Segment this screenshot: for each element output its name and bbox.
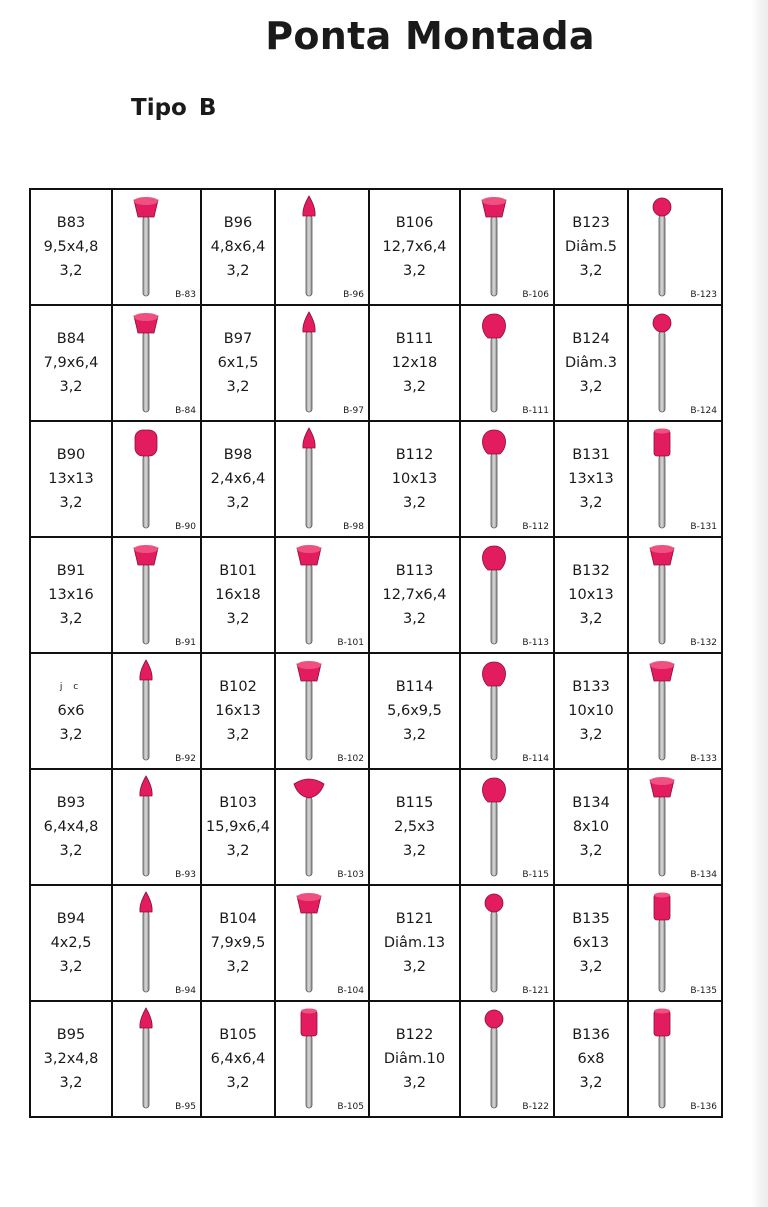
catalog-row xyxy=(30,769,722,885)
spec-cell xyxy=(369,885,460,1001)
mounted-point-tool-icon xyxy=(113,190,200,304)
product-dimensions: 9,5x4,8 xyxy=(43,239,99,255)
mounted-point-tool-icon xyxy=(113,422,200,536)
image-reference-label: B-92 xyxy=(175,754,196,764)
product-dimensions: Diâm.3 xyxy=(564,355,618,371)
product-code: B124 xyxy=(572,331,610,347)
shank-diameter: 3,2 xyxy=(579,727,603,743)
product-code: B90 xyxy=(56,447,86,463)
product-dimensions: Diâm.13 xyxy=(383,935,446,951)
image-reference-label: B-111 xyxy=(522,406,549,416)
mounted-point-tool-icon xyxy=(461,190,553,304)
product-code: B104 xyxy=(219,911,257,927)
spec-cell xyxy=(554,305,628,421)
catalog-row xyxy=(30,305,722,421)
section-subtitle: Tipo B xyxy=(131,95,217,121)
spec-cell xyxy=(554,1001,628,1117)
product-dimensions: 13x13 xyxy=(568,471,614,487)
mounted-point-tool-icon xyxy=(629,422,721,536)
shank-diameter: 3,2 xyxy=(226,379,250,395)
shank-diameter: 3,2 xyxy=(59,959,83,975)
shank-diameter: 3,2 xyxy=(402,959,427,975)
spec-cell xyxy=(369,1001,460,1117)
shank-diameter: 3,2 xyxy=(59,727,83,743)
shank-diameter: 3,2 xyxy=(402,263,427,279)
spec-cell xyxy=(369,769,460,885)
mounted-point-tool-icon xyxy=(461,538,553,652)
product-image-cell xyxy=(460,769,554,885)
spec-cell xyxy=(201,421,275,537)
mounted-point-tool-icon xyxy=(113,1002,200,1116)
product-code: B123 xyxy=(572,215,610,231)
image-reference-label: B-136 xyxy=(690,1102,717,1112)
spec-cell xyxy=(30,189,112,305)
product-image-cell xyxy=(628,305,722,421)
mounted-point-tool-icon xyxy=(113,770,200,884)
mounted-point-tool-icon xyxy=(629,190,721,304)
image-reference-label: B-131 xyxy=(690,522,717,532)
product-dimensions: 10x13 xyxy=(391,471,438,487)
image-reference-label: B-122 xyxy=(522,1102,549,1112)
shank-diameter: 3,2 xyxy=(226,843,250,859)
shank-diameter: 3,2 xyxy=(579,959,603,975)
product-dimensions: 6,4x4,8 xyxy=(43,819,99,835)
mounted-point-tool-icon xyxy=(276,422,368,536)
image-reference-label: B-101 xyxy=(337,638,364,648)
shank-diameter: 3,2 xyxy=(59,611,83,627)
product-dimensions: Diâm.5 xyxy=(564,239,618,255)
shank-diameter: 3,2 xyxy=(402,495,427,511)
image-reference-label: B-97 xyxy=(343,406,364,416)
mounted-point-tool-icon xyxy=(629,654,721,768)
product-dimensions: 12,7x6,4 xyxy=(382,587,447,603)
product-code: B103 xyxy=(219,795,257,811)
catalog-row xyxy=(30,189,722,305)
shank-diameter: 3,2 xyxy=(402,379,427,395)
product-dimensions: 10x10 xyxy=(568,703,614,719)
mounted-point-tool-icon xyxy=(629,1002,721,1116)
product-dimensions: 16x13 xyxy=(215,703,261,719)
spec-cell xyxy=(369,189,460,305)
spec-cell xyxy=(30,1001,112,1117)
product-dimensions: 12,7x6,4 xyxy=(382,239,447,255)
image-reference-label: B-90 xyxy=(175,522,196,532)
image-reference-label: B-94 xyxy=(175,986,196,996)
spec-cell xyxy=(554,653,628,769)
product-dimensions: 12x18 xyxy=(391,355,438,371)
product-catalog-table xyxy=(29,188,723,1118)
product-dimensions: 6x6 xyxy=(57,703,85,719)
product-dimensions: 7,9x9,5 xyxy=(210,935,266,951)
image-reference-label: B-102 xyxy=(337,754,364,764)
mounted-point-tool-icon xyxy=(276,306,368,420)
mounted-point-tool-icon xyxy=(629,886,721,1000)
page-edge-shadow xyxy=(752,0,768,1207)
product-code: B91 xyxy=(56,563,86,579)
mounted-point-tool-icon xyxy=(113,886,200,1000)
shank-diameter: 3,2 xyxy=(579,611,603,627)
image-reference-label: B-98 xyxy=(343,522,364,532)
shank-diameter: 3,2 xyxy=(226,495,250,511)
shank-diameter: 3,2 xyxy=(226,611,250,627)
shank-diameter: 3,2 xyxy=(59,263,83,279)
shank-diameter: 3,2 xyxy=(59,379,83,395)
image-reference-label: B-135 xyxy=(690,986,717,996)
product-image-cell xyxy=(112,885,201,1001)
product-code: B112 xyxy=(395,447,434,463)
spec-cell xyxy=(554,421,628,537)
spec-cell xyxy=(201,305,275,421)
product-code: B132 xyxy=(572,563,610,579)
image-reference-label: B-93 xyxy=(175,870,196,880)
product-image-cell xyxy=(275,305,369,421)
product-image-cell xyxy=(275,1001,369,1117)
product-image-cell xyxy=(460,421,554,537)
product-code: B97 xyxy=(223,331,253,347)
product-code: B93 xyxy=(56,795,86,811)
shank-diameter: 3,2 xyxy=(579,263,603,279)
product-image-cell xyxy=(112,653,201,769)
spec-cell xyxy=(30,769,112,885)
product-image-cell xyxy=(628,537,722,653)
product-code: B105 xyxy=(219,1027,257,1043)
image-reference-label: B-105 xyxy=(337,1102,364,1112)
product-dimensions: 6x8 xyxy=(577,1051,605,1067)
shank-diameter: 3,2 xyxy=(226,263,250,279)
mounted-point-tool-icon xyxy=(461,654,553,768)
product-image-cell xyxy=(460,305,554,421)
product-dimensions: 2,5x3 xyxy=(394,819,435,835)
mounted-point-tool-icon xyxy=(629,306,721,420)
product-dimensions: 4,8x6,4 xyxy=(210,239,266,255)
product-code: B135 xyxy=(572,911,610,927)
mounted-point-tool-icon xyxy=(276,1002,368,1116)
product-code: B83 xyxy=(56,215,86,231)
spec-cell xyxy=(369,653,460,769)
product-code: B106 xyxy=(395,215,434,231)
mounted-point-tool-icon xyxy=(461,422,553,536)
image-reference-label: B-123 xyxy=(690,290,717,300)
shank-diameter: 3,2 xyxy=(59,1075,83,1091)
product-image-cell xyxy=(460,537,554,653)
spec-cell xyxy=(201,769,275,885)
product-dimensions: 3,2x4,8 xyxy=(43,1051,99,1067)
catalog-row xyxy=(30,421,722,537)
product-dimensions: 5,6x9,5 xyxy=(387,703,442,719)
mounted-point-tool-icon xyxy=(276,190,368,304)
mounted-point-tool-icon xyxy=(461,886,553,1000)
spec-cell xyxy=(201,537,275,653)
image-reference-label: B-114 xyxy=(522,754,549,764)
shank-diameter: 3,2 xyxy=(402,727,427,743)
spec-cell xyxy=(30,421,112,537)
product-dimensions: 13x16 xyxy=(48,587,94,603)
product-image-cell xyxy=(112,1001,201,1117)
spec-cell xyxy=(554,537,628,653)
image-reference-label: B-115 xyxy=(522,870,549,880)
product-dimensions: 15,9x6,4 xyxy=(206,819,270,835)
mounted-point-tool-icon xyxy=(113,306,200,420)
image-reference-label: B-104 xyxy=(337,986,364,996)
spec-cell xyxy=(30,537,112,653)
mounted-point-tool-icon xyxy=(113,654,200,768)
product-dimensions: 13x13 xyxy=(48,471,94,487)
product-image-cell xyxy=(628,189,722,305)
spec-cell xyxy=(554,189,628,305)
spec-cell xyxy=(30,885,112,1001)
image-reference-label: B-84 xyxy=(175,406,196,416)
product-image-cell xyxy=(628,769,722,885)
spec-cell xyxy=(369,421,460,537)
product-code: B84 xyxy=(56,331,86,347)
product-code: B114 xyxy=(395,679,434,695)
image-reference-label: B-83 xyxy=(175,290,196,300)
product-image-cell xyxy=(112,421,201,537)
product-code: B131 xyxy=(572,447,610,463)
product-code: B121 xyxy=(395,911,434,927)
product-image-cell xyxy=(460,885,554,1001)
image-reference-label: B-103 xyxy=(337,870,364,880)
product-dimensions: 10x13 xyxy=(568,587,614,603)
image-reference-label: B-133 xyxy=(690,754,717,764)
product-dimensions: 2,4x6,4 xyxy=(210,471,266,487)
product-code: B134 xyxy=(572,795,610,811)
image-reference-label: B-106 xyxy=(522,290,549,300)
product-code: B133 xyxy=(572,679,610,695)
product-code: B115 xyxy=(395,795,434,811)
spec-cell xyxy=(369,537,460,653)
mounted-point-tool-icon xyxy=(461,306,553,420)
mounted-point-tool-icon xyxy=(113,538,200,652)
product-image-cell xyxy=(275,653,369,769)
image-reference-label: B-91 xyxy=(175,638,196,648)
catalog-row xyxy=(30,1001,722,1117)
product-image-cell xyxy=(275,885,369,1001)
product-code: B95 xyxy=(56,1027,86,1043)
image-reference-label: B-95 xyxy=(175,1102,196,1112)
product-code: B98 xyxy=(223,447,253,463)
image-reference-label: B-134 xyxy=(690,870,717,880)
product-code: j c xyxy=(59,682,83,692)
product-image-cell xyxy=(112,305,201,421)
product-dimensions: 8x10 xyxy=(572,819,610,835)
image-reference-label: B-113 xyxy=(522,638,549,648)
product-dimensions: 6x13 xyxy=(572,935,610,951)
shank-diameter: 3,2 xyxy=(579,495,603,511)
mounted-point-tool-icon xyxy=(276,654,368,768)
product-code: B113 xyxy=(395,563,434,579)
mounted-point-tool-icon xyxy=(276,886,368,1000)
product-code: B122 xyxy=(395,1027,434,1043)
image-reference-label: B-121 xyxy=(522,986,549,996)
spec-cell xyxy=(30,653,112,769)
shank-diameter: 3,2 xyxy=(226,727,250,743)
mounted-point-tool-icon xyxy=(461,770,553,884)
spec-cell xyxy=(201,885,275,1001)
shank-diameter: 3,2 xyxy=(226,1075,250,1091)
spec-cell xyxy=(30,305,112,421)
product-image-cell xyxy=(460,1001,554,1117)
page-title: Ponta Montada xyxy=(265,14,595,58)
product-image-cell xyxy=(112,189,201,305)
spec-cell xyxy=(369,305,460,421)
shank-diameter: 3,2 xyxy=(59,495,83,511)
mounted-point-tool-icon xyxy=(629,538,721,652)
mounted-point-tool-icon xyxy=(461,1002,553,1116)
shank-diameter: 3,2 xyxy=(59,843,83,859)
product-image-cell xyxy=(112,769,201,885)
product-dimensions: 6x1,5 xyxy=(217,355,259,371)
product-code: B101 xyxy=(219,563,257,579)
product-dimensions: 6,4x6,4 xyxy=(210,1051,266,1067)
catalog-row xyxy=(30,885,722,1001)
spec-cell xyxy=(201,1001,275,1117)
product-code: B111 xyxy=(395,331,434,347)
product-dimensions: 7,9x6,4 xyxy=(43,355,99,371)
spec-cell xyxy=(201,653,275,769)
shank-diameter: 3,2 xyxy=(402,1075,427,1091)
product-code: B136 xyxy=(572,1027,610,1043)
product-image-cell xyxy=(628,1001,722,1117)
shank-diameter: 3,2 xyxy=(402,611,427,627)
shank-diameter: 3,2 xyxy=(402,843,427,859)
product-image-cell xyxy=(275,189,369,305)
image-reference-label: B-124 xyxy=(690,406,717,416)
shank-diameter: 3,2 xyxy=(579,379,603,395)
product-image-cell xyxy=(275,537,369,653)
spec-cell xyxy=(201,189,275,305)
product-image-cell xyxy=(628,885,722,1001)
product-dimensions: Diâm.10 xyxy=(383,1051,446,1067)
image-reference-label: B-112 xyxy=(522,522,549,532)
mounted-point-tool-icon xyxy=(276,770,368,884)
catalog-row xyxy=(30,653,722,769)
catalog-row xyxy=(30,537,722,653)
product-image-cell xyxy=(275,769,369,885)
image-reference-label: B-96 xyxy=(343,290,364,300)
product-code: B96 xyxy=(223,215,253,231)
shank-diameter: 3,2 xyxy=(579,1075,603,1091)
image-reference-label: B-132 xyxy=(690,638,717,648)
product-image-cell xyxy=(460,189,554,305)
product-code: B94 xyxy=(56,911,86,927)
product-image-cell xyxy=(628,421,722,537)
shank-diameter: 3,2 xyxy=(226,959,250,975)
product-dimensions: 16x18 xyxy=(215,587,261,603)
product-image-cell xyxy=(275,421,369,537)
shank-diameter: 3,2 xyxy=(579,843,603,859)
product-code: B102 xyxy=(219,679,257,695)
product-dimensions: 4x2,5 xyxy=(50,935,92,951)
product-image-cell xyxy=(112,537,201,653)
spec-cell xyxy=(554,885,628,1001)
mounted-point-tool-icon xyxy=(276,538,368,652)
spec-cell xyxy=(554,769,628,885)
product-image-cell xyxy=(628,653,722,769)
product-image-cell xyxy=(460,653,554,769)
mounted-point-tool-icon xyxy=(629,770,721,884)
